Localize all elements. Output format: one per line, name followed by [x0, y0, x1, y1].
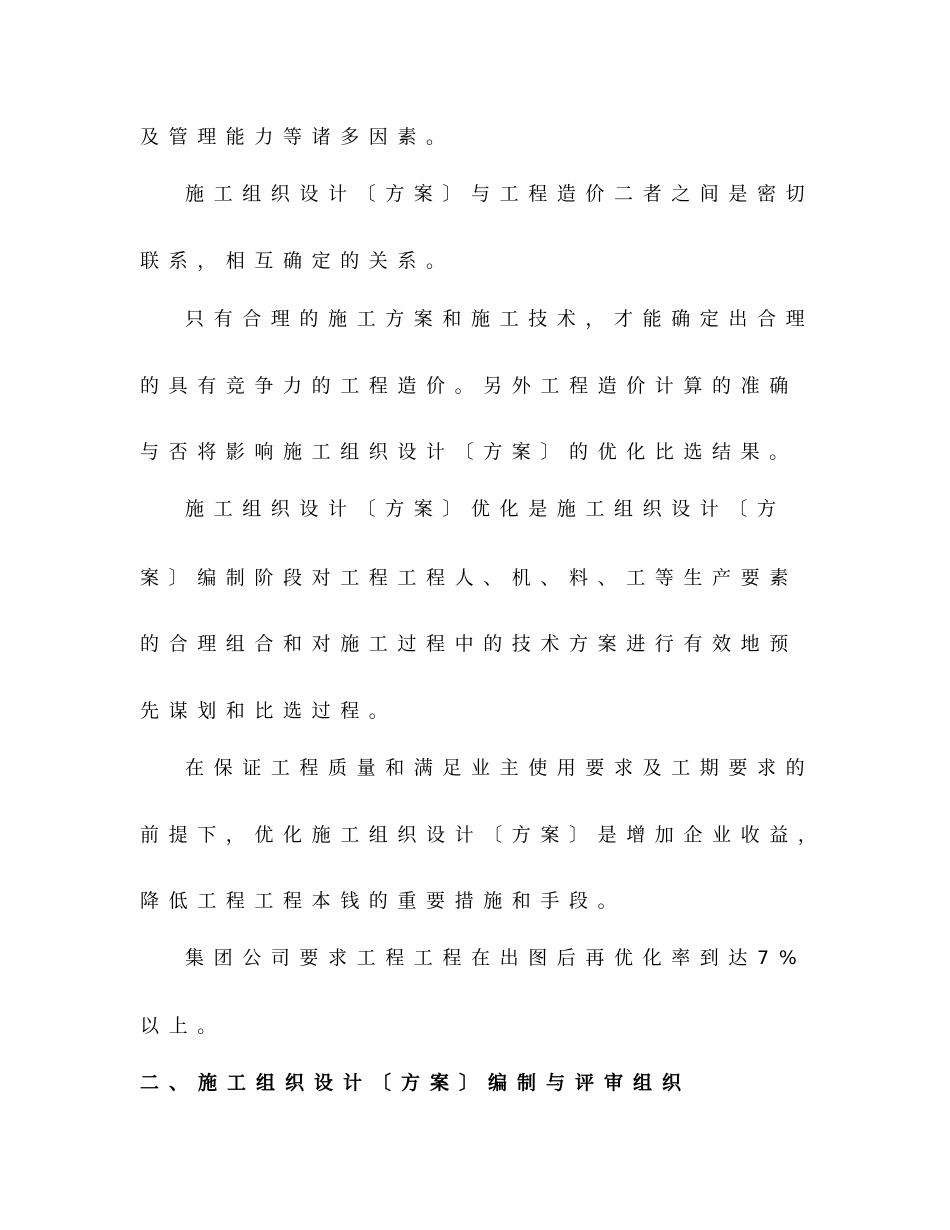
paragraph-line: 施工组织设计〔方案〕优化是施工组织设计〔方 — [185, 498, 786, 520]
paragraph-line: 与否将影响施工组织设计〔方案〕的优化比选结果。 — [140, 441, 798, 463]
paragraph-line: 联系，相互确定的关系。 — [140, 250, 455, 272]
paragraph-line: 在保证工程质量和满足业主使用要求及工期要求的 — [185, 757, 815, 779]
paragraph-line: 降低工程工程本钱的重要措施和手段。 — [140, 890, 627, 912]
paragraph-line: 先谋划和比选过程。 — [140, 700, 398, 722]
paragraph-line: 集团公司要求工程工程在出图后再优化率到达7% — [185, 947, 807, 969]
paragraph-line: 的合理组合和对施工过程中的技术方案进行有效地预 — [140, 633, 798, 655]
paragraph-line: 前提下，优化施工组织设计〔方案〕是增加企业收益， — [140, 824, 827, 846]
paragraph-line: 以上。 — [140, 1015, 226, 1037]
paragraph-line: 施工组织设计〔方案〕与工程造价二者之间是密切 — [185, 183, 815, 205]
paragraph-line: 及管理能力等诸多因素。 — [140, 126, 455, 148]
paragraph-line: 案〕编制阶段对工程工程人、机、料、工等生产要素 — [140, 567, 798, 589]
paragraph-line: 的具有竞争力的工程造价。另外工程造价计算的准确 — [140, 375, 798, 397]
section-heading: 二、施工组织设计〔方案〕编制与评审组织 — [140, 1072, 692, 1094]
paragraph-line: 只有合理的施工方案和施工技术，才能确定出合理 — [185, 308, 815, 330]
